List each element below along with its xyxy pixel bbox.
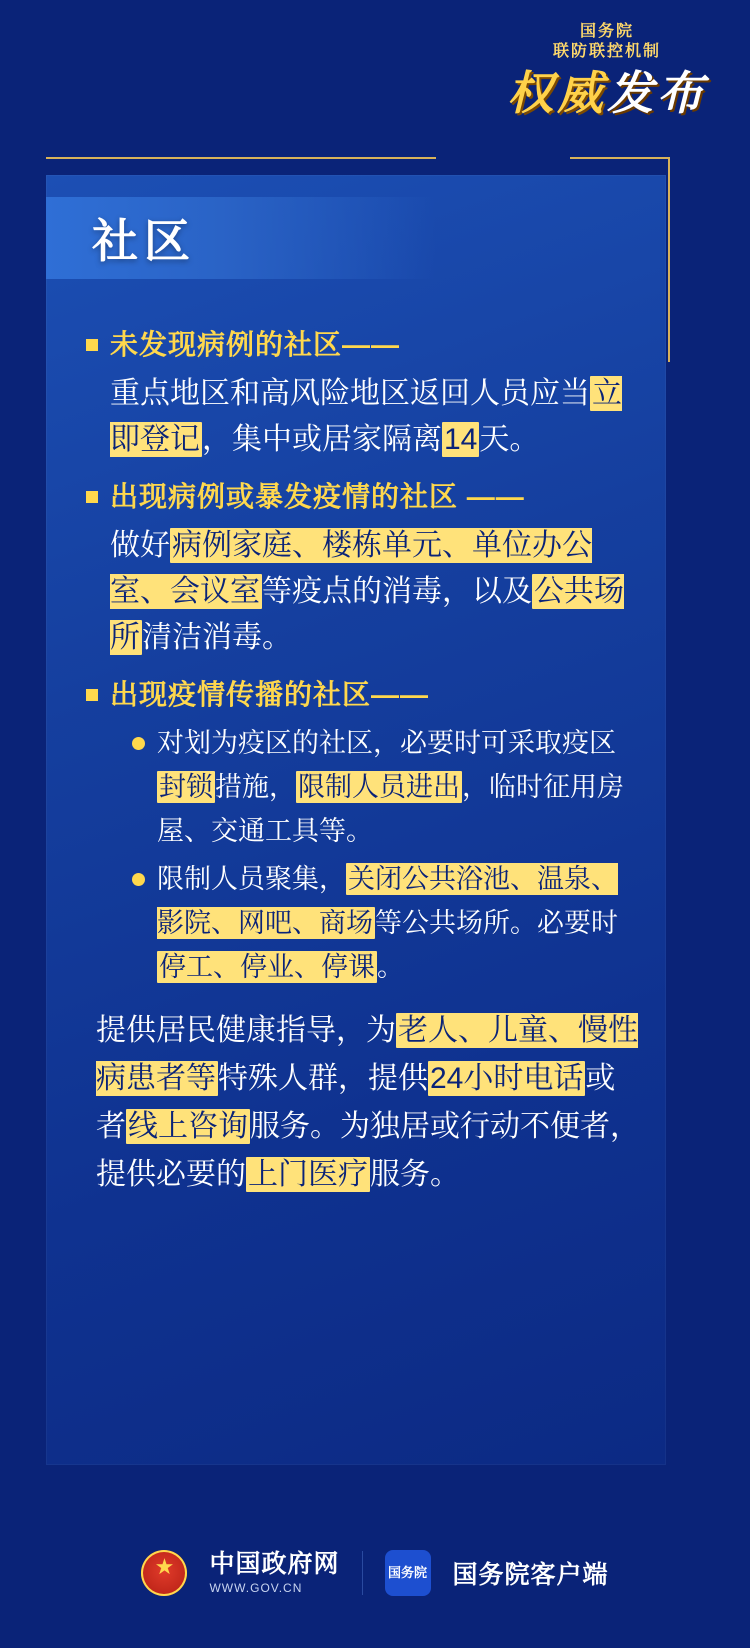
dot-bullet-icon xyxy=(132,737,145,750)
highlight-run: 14 xyxy=(444,423,478,456)
text-run: 服务。为独居或行动不便者，提供必要的 xyxy=(96,1110,640,1191)
text-run: 重点地区和高风险地区返回人员应当 xyxy=(110,377,590,410)
panel-content xyxy=(86,325,640,1199)
badge-line-2: 联防联控机制 xyxy=(552,43,661,60)
text-run: 对划为疫区的社区，必要时可采取疫区 xyxy=(157,728,616,758)
closing-paragraph xyxy=(96,1007,640,1199)
dot-bullet-icon xyxy=(132,873,145,886)
text-run: ，临时征用房屋、交通工具等。 xyxy=(157,772,624,846)
gov-portal-name: 中国政府网 xyxy=(209,1550,340,1579)
square-bullet-icon xyxy=(86,339,98,351)
text-run: 做好 xyxy=(110,529,170,562)
poster-header xyxy=(0,0,750,165)
text-run: ，集中或居家隔离 xyxy=(202,423,442,456)
highlight-run: 公共场所 xyxy=(110,575,624,654)
text-run: 措施， xyxy=(215,772,296,802)
text-run: 天。 xyxy=(479,423,540,456)
section-2-paragraph xyxy=(110,523,640,661)
highlight-run: 封锁 xyxy=(159,772,213,802)
highlight-run: 立即登记 xyxy=(110,377,622,456)
panel-title-bar xyxy=(46,197,436,279)
gov-portal-label xyxy=(209,1551,339,1595)
app-icon: 国务院 xyxy=(385,1550,431,1596)
poster-footer xyxy=(0,1498,750,1648)
list-item xyxy=(132,857,640,989)
section-3-bullets xyxy=(132,721,640,989)
authority-badge xyxy=(492,22,722,118)
highlight-run: 线上咨询 xyxy=(128,1110,248,1143)
square-bullet-icon xyxy=(86,491,98,503)
highlight-run: 停工、停业、停课 xyxy=(159,952,375,982)
section-2-head xyxy=(86,477,640,517)
section-2-heading: 出现病例或暴发疫情的社区 —— xyxy=(110,481,525,512)
badge-line-1: 国务院 xyxy=(579,23,634,40)
section-3-heading: 出现疫情传播的社区—— xyxy=(110,679,430,710)
text-run: 服务。 xyxy=(370,1158,460,1191)
highlight-run: 老人、儿童、慢性病患者等 xyxy=(96,1014,638,1095)
square-bullet-icon xyxy=(86,689,98,701)
text-run: 特殊人群，提供 xyxy=(218,1062,428,1095)
gold-rule-corner xyxy=(570,157,670,159)
badge-headline xyxy=(492,68,722,118)
highlight-run: 关闭公共浴池、温泉、影院、网吧、商场 xyxy=(157,864,618,938)
list-item-text xyxy=(157,721,640,853)
section-1-head xyxy=(86,325,640,365)
section-1-paragraph xyxy=(110,371,640,463)
footer-divider xyxy=(362,1551,363,1595)
text-run: 清洁消毒。 xyxy=(142,621,292,654)
text-run: 提供居民健康指导，为 xyxy=(96,1014,396,1047)
text-run: 或者 xyxy=(96,1062,616,1143)
list-item xyxy=(132,721,640,853)
gold-rule-right xyxy=(668,157,670,362)
list-item-text xyxy=(157,857,640,989)
content-panel xyxy=(46,175,666,1465)
highlight-run: 上门医疗 xyxy=(248,1158,368,1191)
app-name-label: 国务院客户端 xyxy=(452,1561,609,1589)
text-run: 等疫点的消毒，以及 xyxy=(262,575,532,608)
gold-rule-top xyxy=(46,157,436,159)
text-run: 。 xyxy=(377,952,404,982)
section-1 xyxy=(86,325,640,463)
section-1-heading: 未发现病例的社区—— xyxy=(110,329,401,360)
badge-headline-part1: 权威 xyxy=(507,67,607,119)
highlight-run: 病例家庭、楼栋单元、单位办公室、会议室 xyxy=(110,529,592,608)
text-run: 等公共场所。必要时 xyxy=(375,908,618,938)
badge-headline-part2: 发布 xyxy=(607,67,707,119)
text-run: 限制人员聚集， xyxy=(157,864,346,894)
section-3 xyxy=(86,675,640,989)
section-3-head xyxy=(86,675,640,715)
section-2 xyxy=(86,477,640,661)
gov-portal-url: WWW.GOV.CN xyxy=(209,1580,303,1595)
page-title: 社区 xyxy=(92,215,196,267)
national-emblem-icon xyxy=(141,1550,187,1596)
highlight-run: 24小时电话 xyxy=(430,1062,584,1095)
highlight-run: 限制人员进出 xyxy=(298,772,460,802)
